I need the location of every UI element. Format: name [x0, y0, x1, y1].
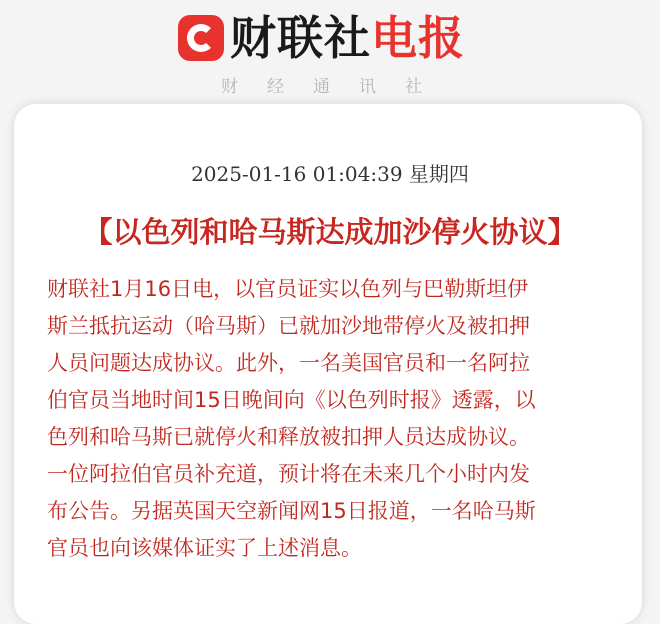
card-bottom-edge [14, 590, 642, 597]
body-line: 布公告。另据英国天空新闻网15日报道，一名哈马斯 [47, 499, 536, 523]
publish-datetime: 2025-01-16 01:04:39 星期四 [191, 162, 469, 186]
body-line: 官员也向该媒体证实了上述消息。 [47, 536, 362, 560]
body-line: 色列和哈马斯已就停火和释放被扣押人员达成协议。 [47, 425, 530, 449]
brand-logo [178, 10, 465, 66]
body-line: 人员问题达成协议。此外，一名美国官员和一名阿拉 [47, 351, 530, 375]
article-title: 【以色列和哈马斯达成加沙停火协议】 [83, 215, 577, 249]
c-logo-icon [178, 15, 224, 61]
header [0, 0, 660, 104]
brand-tagline: 财经通讯社 [221, 77, 451, 97]
body-line: 斯兰抵抗运动（哈马斯）已就加沙地带停火及被扣押 [47, 314, 530, 338]
brand-name: 财联社 [230, 11, 371, 65]
body-line: 伯官员当地时间15日晚间向《以色列时报》透露，以 [47, 388, 536, 412]
body-line: 一位阿拉伯官员补充道，预计将在未来几个小时内发 [47, 462, 530, 486]
article-body [47, 271, 595, 567]
brand-name-highlight: 电报 [371, 11, 465, 65]
body-line: 财联社1月16日电，以官员证实以色列与巴勒斯坦伊 [47, 277, 529, 301]
